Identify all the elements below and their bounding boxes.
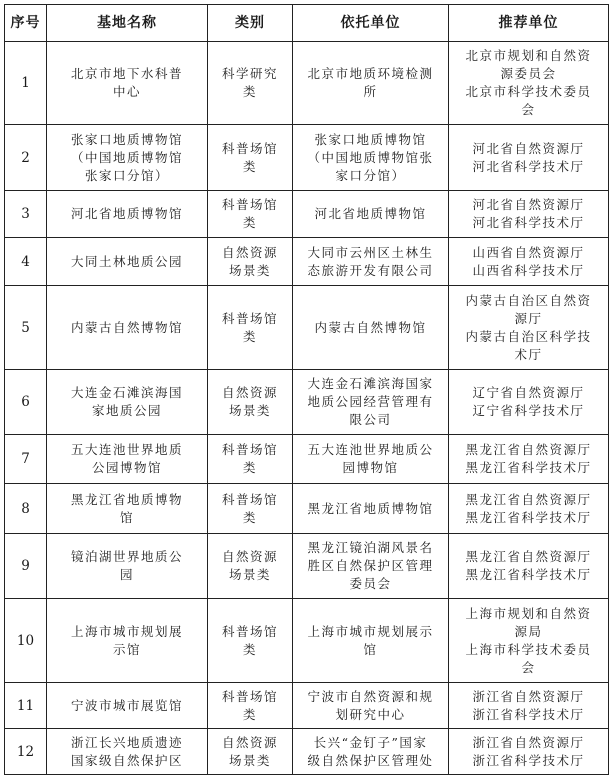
table-row [5,42,609,125]
row-recommender-unit: 黑龙江省自然资源厅 黑龙江省科学技术厅 [449,435,609,484]
row-seq: 9 [5,534,47,599]
header-category: 类别 [208,5,293,42]
table-row [5,435,609,484]
table-row [5,534,609,599]
table-row [5,599,609,683]
row-recommender-unit: 北京市规划和自然资 源委员会 北京市科学技术委员 会 [449,42,609,125]
table-row [5,484,609,534]
row-dependent-unit: 黑龙江镜泊湖风景名 胜区自然保护区管理 委员会 [293,534,449,599]
row-category: 自然资源 场景类 [208,370,293,435]
row-category: 自然资源 场景类 [208,238,293,286]
row-base-name: 张家口地质博物馆 （中国地质博物馆 张家口分馆） [47,125,208,191]
row-recommender-unit: 辽宁省自然资源厅 辽宁省科学技术厅 [449,370,609,435]
row-base-name: 镜泊湖世界地质公 园 [47,534,208,599]
row-dependent-unit: 张家口地质博物馆 （中国地质博物馆张 家口分馆） [293,125,449,191]
header-recommender-unit: 推荐单位 [449,5,609,42]
row-dependent-unit: 内蒙古自然博物馆 [293,286,449,370]
row-base-name: 浙江长兴地质遗迹 国家级自然保护区 [47,729,208,775]
row-dependent-unit: 黑龙江省地质博物馆 [293,484,449,534]
table-row [5,683,609,729]
row-base-name: 北京市地下水科普 中心 [47,42,208,125]
table-row [5,370,609,435]
row-category: 自然资源 场景类 [208,729,293,775]
row-recommender-unit: 上海市规划和自然资 源局 上海市科学技术委员 会 [449,599,609,683]
row-base-name: 上海市城市规划展 示馆 [47,599,208,683]
row-seq: 3 [5,191,47,238]
row-dependent-unit: 长兴“金钉子”国家 级自然保护区管理处 [293,729,449,775]
table-row [5,729,609,775]
table-row [5,125,609,191]
row-recommender-unit: 黑龙江省自然资源厅 黑龙江省科学技术厅 [449,484,609,534]
row-seq: 1 [5,42,47,125]
row-category: 科普场馆 类 [208,683,293,729]
row-base-name: 宁波市城市展览馆 [47,683,208,729]
row-base-name: 黑龙江省地质博物 馆 [47,484,208,534]
row-category: 科普场馆 类 [208,125,293,191]
table-header-row [5,5,609,42]
row-dependent-unit: 北京市地质环境检测 所 [293,42,449,125]
row-category: 科普场馆 类 [208,599,293,683]
row-base-name: 大同土林地质公园 [47,238,208,286]
row-dependent-unit: 五大连池世界地质公 园博物馆 [293,435,449,484]
row-seq: 12 [5,729,47,775]
row-base-name: 五大连池世界地质 公园博物馆 [47,435,208,484]
row-seq: 4 [5,238,47,286]
row-seq: 8 [5,484,47,534]
row-recommender-unit: 内蒙古自治区自然资 源厅 内蒙古自治区科学技 术厅 [449,286,609,370]
row-category: 科普场馆 类 [208,435,293,484]
row-category: 科普场馆 类 [208,191,293,238]
row-dependent-unit: 大同市云州区土林生 态旅游开发有限公司 [293,238,449,286]
table-row [5,238,609,286]
row-recommender-unit: 浙江省自然资源厅 浙江省科学技术厅 [449,683,609,729]
row-seq: 6 [5,370,47,435]
row-dependent-unit: 河北省地质博物馆 [293,191,449,238]
row-category: 科普场馆 类 [208,286,293,370]
row-seq: 2 [5,125,47,191]
row-seq: 5 [5,286,47,370]
row-category: 科普场馆 类 [208,484,293,534]
row-seq: 11 [5,683,47,729]
table-row [5,191,609,238]
row-base-name: 内蒙古自然博物馆 [47,286,208,370]
bases-table [4,4,609,775]
row-recommender-unit: 河北省自然资源厅 河北省科学技术厅 [449,191,609,238]
row-recommender-unit: 浙江省自然资源厅 浙江省科学技术厅 [449,729,609,775]
row-category: 科学研究 类 [208,42,293,125]
header-base-name: 基地名称 [47,5,208,42]
row-dependent-unit: 大连金石滩滨海国家 地质公园经营管理有 限公司 [293,370,449,435]
row-seq: 7 [5,435,47,484]
row-category: 自然资源 场景类 [208,534,293,599]
table-row [5,286,609,370]
header-dependent-unit: 依托单位 [293,5,449,42]
row-recommender-unit: 河北省自然资源厅 河北省科学技术厅 [449,125,609,191]
row-seq: 10 [5,599,47,683]
row-recommender-unit: 黑龙江省自然资源厅 黑龙江省科学技术厅 [449,534,609,599]
row-dependent-unit: 宁波市自然资源和规 划研究中心 [293,683,449,729]
row-base-name: 大连金石滩滨海国 家地质公园 [47,370,208,435]
row-dependent-unit: 上海市城市规划展示 馆 [293,599,449,683]
row-recommender-unit: 山西省自然资源厅 山西省科学技术厅 [449,238,609,286]
header-seq: 序号 [5,5,47,42]
row-base-name: 河北省地质博物馆 [47,191,208,238]
